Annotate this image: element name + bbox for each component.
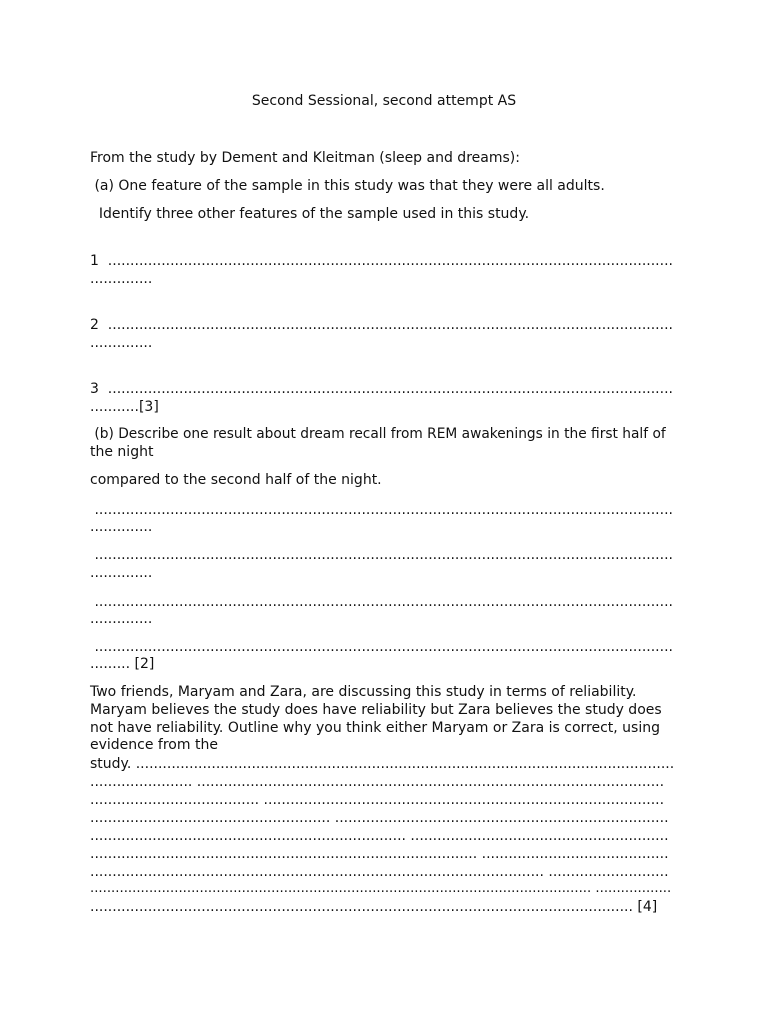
question-c-text: not have reliability. Outline why you think either Maryam or Zara is correct, using [90, 720, 660, 736]
answer-line: ....................... ......................................................................................................... [90, 774, 665, 790]
answer-line: .................................................................................................................................. [90, 502, 673, 518]
answer-line: 1 ............................................................................................................................... [90, 253, 673, 269]
answer-line: ....................................................................................... .......................................... [90, 846, 669, 862]
answer-line: ....................................................................................................................... .................. [90, 881, 672, 896]
answer-line: .................................................................................................................................. [90, 547, 673, 563]
answer-line: ...................................................... ........................................................................... [90, 810, 669, 826]
answer-line: .............. [90, 335, 153, 351]
answer-line: .............. [90, 611, 153, 627]
answer-line: ...................................................................................................... ........................... [90, 864, 669, 880]
question-b-text: the night [90, 444, 154, 460]
answer-line: 3 ............................................................................................................................... [90, 381, 673, 397]
question-b-text: compared to the second half of the night. [90, 472, 382, 488]
question-a-instruction: Identify three other features of the sample used in this study. [90, 206, 530, 222]
answer-line: .............. [90, 519, 153, 535]
answer-line: .............. [90, 271, 153, 287]
answer-line: .............. [90, 565, 153, 581]
question-a-text: (a) One feature of the sample in this study was that they were all adults. [90, 178, 605, 194]
answer-line: ....................................................................... .......................................................... [90, 828, 669, 844]
answer-line: ......... [2] [90, 656, 155, 672]
document-title: Second Sessional, second attempt AS [251, 93, 517, 109]
answer-line: .................................................................................................................................. [90, 594, 673, 610]
answer-line: ...........[3] [90, 399, 159, 415]
question-b-text: (b) Describe one result about dream recall from REM awakenings in the first half of [90, 426, 666, 442]
answer-line: study. ......................................................................................................................... [90, 756, 675, 772]
answer-line: .................................................................................................................................. [90, 639, 673, 655]
question-c-text: Two friends, Maryam and Zara, are discussing this study in terms of reliability. [90, 684, 637, 700]
answer-line: ...................................... .......................................................................................... [90, 792, 665, 808]
answer-line: 2 ............................................................................................................................... [90, 317, 673, 333]
question-c-text: evidence from the [90, 737, 218, 753]
answer-line: .......................................................................................................................... [4] [90, 899, 658, 915]
intro-text: From the study by Dement and Kleitman (sleep and dreams): [90, 150, 520, 166]
question-c-text: Maryam believes the study does have reliability but Zara believes the study does [90, 702, 662, 718]
